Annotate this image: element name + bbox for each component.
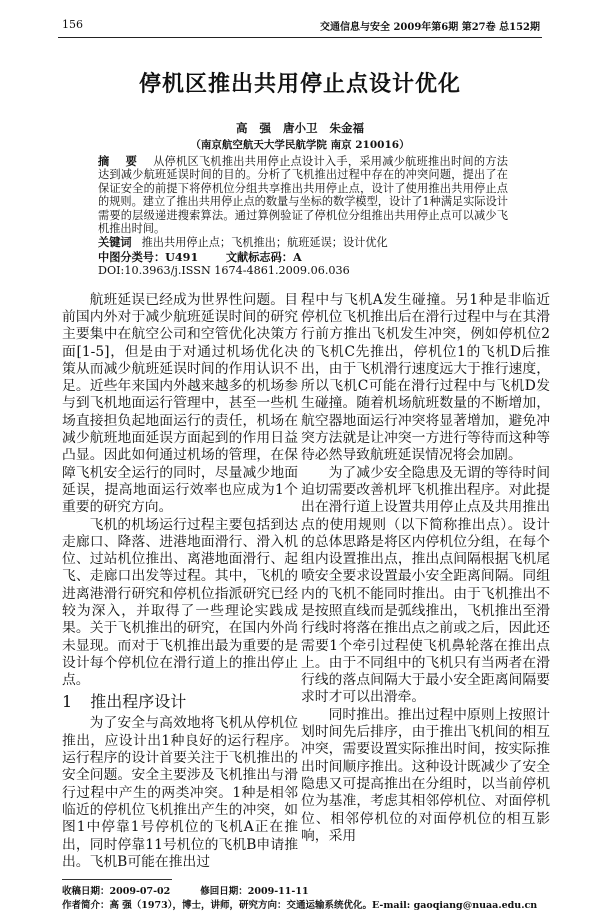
paragraph: 航班延误已经成为世界性问题。目前国内外对于减少航班延误时间的研究主要集中在航空公司和空管优化决策方面[1-5]，但是由于对通过机场优化决策从而减少航班延误时间的作用认识不足。近些年来国内外越来越多的机场参与到飞机地面运行管理中，甚至一些机场直接担负起地面运行的责任，机场在减少航班地面延误方面起到的作用日益凸显。因此如何通过机场的管理，在保障飞机安全运行的同时，尽量减少地面延误，提高地面运行效率也应成为1个重要的研究方向。 [62, 291, 298, 516]
doc-code-label: 文献标志码： [225, 249, 293, 264]
classification [98, 251, 508, 278]
footnotes [62, 879, 550, 913]
section-number: 1 [62, 692, 73, 712]
authors: 高 强 唐小卫 朱金福 [235, 121, 364, 135]
revised-date: 修回日期：2009-11-11 [200, 886, 309, 898]
section-heading [62, 692, 298, 712]
header-rule [58, 37, 542, 38]
doc-code-value: A [292, 249, 302, 264]
abstract-block [98, 155, 508, 278]
paragraph: 飞机的机场运行过程主要包括到达走廊口、降落、进港地面滑行、滑入机位、过站机位推出、离港地面滑行、起飞、走廊口出发等过程。其中，飞机的进离港滑行研究和停机位指派研究已经较为深入，并取得了一些理论实践成果。关于飞机推出的研究，在国内外尚未显现。而对于飞机推出最为重要的是设计每个停机位在滑行道上的推出停止点。 [62, 516, 298, 689]
footnote-dates [62, 885, 550, 899]
author-bio: 作者简介：高 强（1973），博士，讲师，研究方向：交通运输系统优化。E-mail: gaoqiang@nuaa.edu.cn [62, 900, 538, 912]
footnote-rule [62, 879, 172, 880]
clc-label: 中图分类号： [98, 249, 166, 264]
doi: DOI:10.3963/j.ISSN 1674-4861.2009.06.036 [98, 264, 350, 278]
clc-value: U491 [165, 249, 199, 264]
keywords-label: 关键词 [98, 235, 132, 250]
body-column-left [62, 292, 298, 872]
paragraph: 同时推出。推出过程中原则上按照计划时间先后排序，由于推出飞机间的相互冲突，需要设置实际推出时间，按实际推出时间顺序推出。这种设计既减少了安全隐患又可提高推出在分组时，以当前停机位为基准，考虑其相邻停机位、对面停机位、相邻停机位的对面停机位的相互影响，采用 [301, 706, 550, 844]
abstract-text: 从停机区飞机推出共用停止点设计入手，采用减少航班推出时间的方法达到减少航班延误时间的目的。分析了飞机推出过程中存在的冲突问题，提出了在保证安全的前提下将停机位分组共享推出共用停止点，设计了使用推出共用停止点的规则。建立了推出共用停止点的数量与坐标的数学模型，设计了1种满足实际设计需要的层级递进搜索算法。通过算例验证了停机位分组推出共用停止点可以减少飞机推出时间。 [98, 155, 508, 236]
page-flow [0, 155, 600, 923]
paragraph: 为了安全与高效地将飞机从停机位推出，应设计出1种良好的运行程序。运行程序的设计首要关注于飞机推出的安全问题。安全主要涉及飞机推出与滑行过程中产生的两类冲突。1种是相邻临近的停机位飞机推出产生的冲突，如图1中停靠1号停机位的飞机A正在推出，同时停靠11号机位的飞机B申请推出。飞机B可能在推出过 [62, 715, 298, 870]
paper-title: 停机区推出共用停止点设计优化 [138, 71, 461, 97]
paragraph: 程中与飞机A发生碰撞。另1种是非临近停机位飞机推出后在滑行过程中与在其滑行前方推出飞机发生冲突，例如停机位2的飞机C先推出，停机位1的飞机D后推出，由于飞机滑行速度远大于推行速度，所以飞机C可能在滑行过程中与飞机D发生碰撞。随着机场航班数量的不断增加，航空器地面运行冲突将显著增加，避免冲突方法就是让冲突一方进行等待而这种等待必然导致航班延误情况将会加剧。 [301, 291, 550, 464]
page-number: 156 [62, 18, 83, 31]
body-columns [62, 292, 550, 872]
journal-info: 交通信息与安全 2009年第6期 第27卷 总152期 [319, 22, 540, 33]
section-title: 推出程序设计 [90, 692, 187, 712]
affiliation: （南京航空航天大学民航学院 南京 210016） [190, 139, 410, 151]
keywords [98, 236, 508, 249]
abstract [98, 155, 508, 235]
keywords-text: 推出共用停止点；飞机推出；航班延误；设计优化 [141, 236, 388, 250]
abstract-label: 摘 要 [98, 154, 144, 168]
received-date: 收稿日期：2009-07-02 [62, 886, 171, 898]
body-column-right [301, 292, 550, 846]
paragraph: 为了减少安全隐患及无谓的等待时间迫切需要改善机坪飞机推出程序。对此提出在滑行道上设置共用停止点及共用推出点的使用规则（以下简称推出点）。设计的总体思路是将区内停机位分组，在每个组内设置推出点，推出点间隔根据飞机尾喷安全要求设置最小安全距离间隔。同组内的飞机不能同时推出。由于飞机推出不是按照直线而是弧线推出，飞机推出至滑行线时将落在推出点之前或之后，因此还需要1个牵引过程使飞机鼻轮落在推出点上。由于不同组中的飞机只有当两者在滑行线的落点间隔大于最小安全距离间隔要求时才可以出滑牵。 [301, 464, 550, 706]
